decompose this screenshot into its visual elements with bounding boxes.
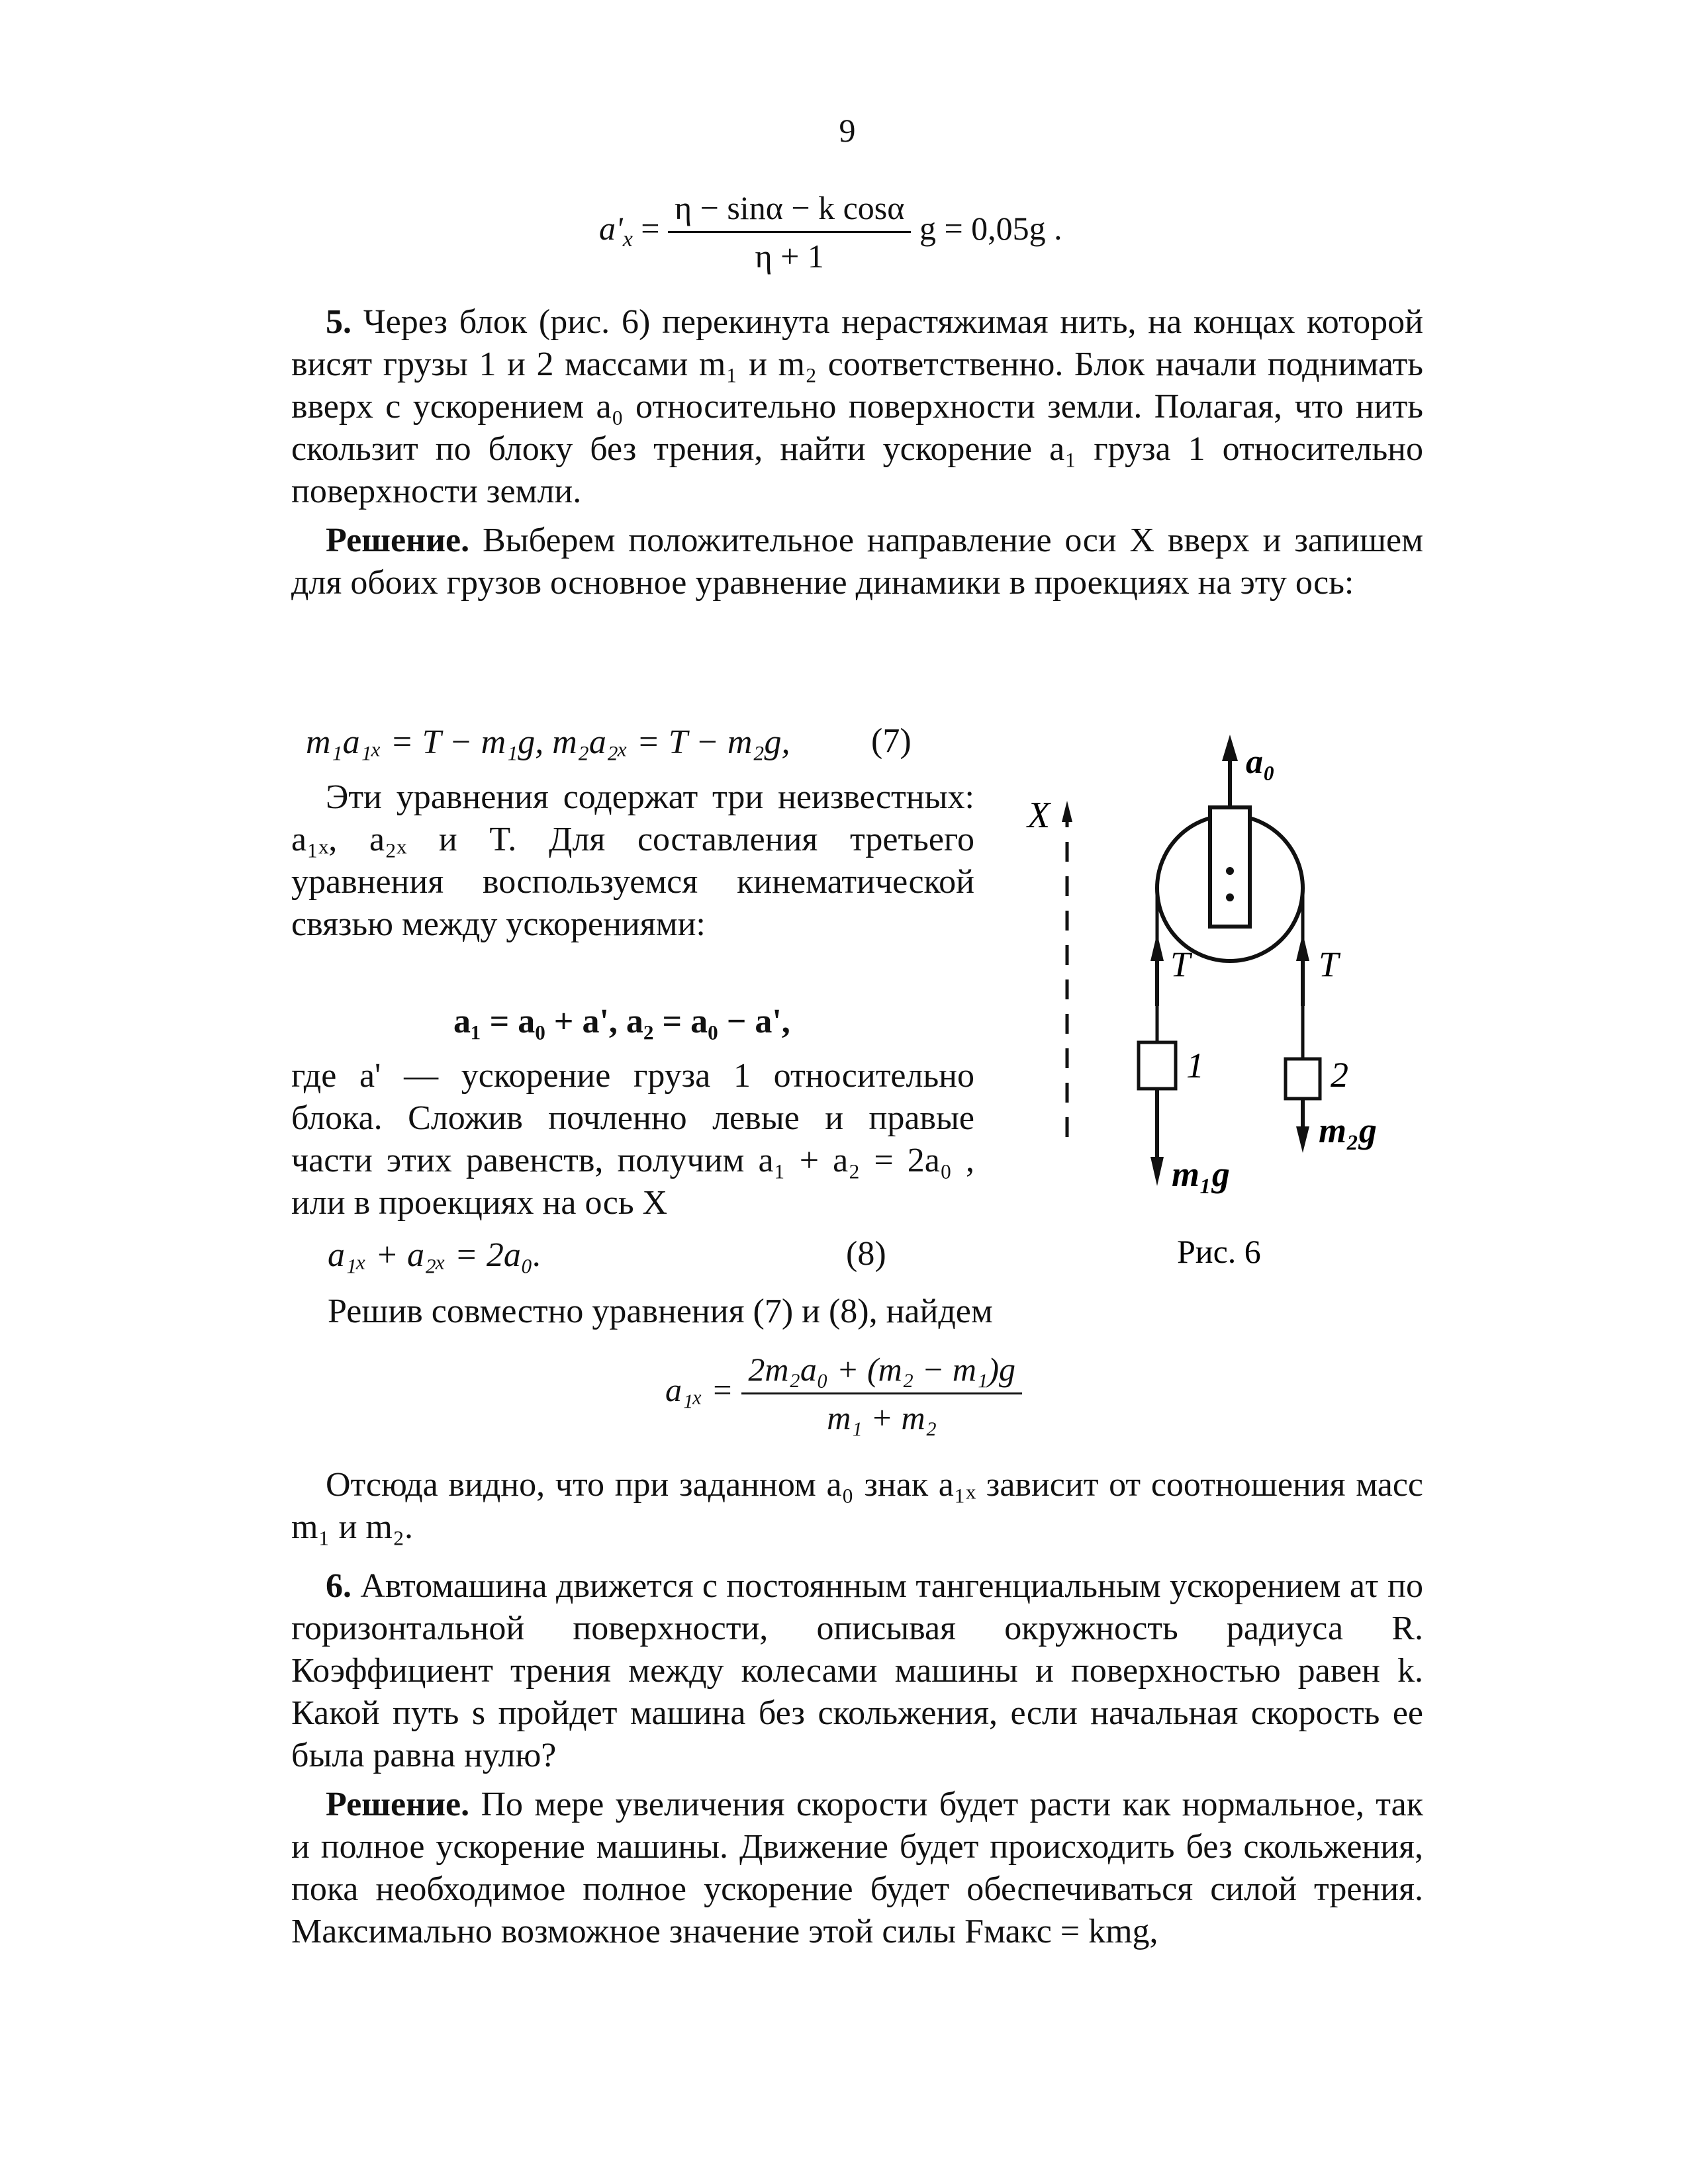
formula-top-denominator: η + 1: [755, 238, 824, 275]
solution-6: [291, 1784, 1423, 1953]
load-1: [1139, 1042, 1176, 1089]
load-2: [1286, 1059, 1320, 1099]
figure-6-caption: Рис. 6: [1177, 1233, 1261, 1270]
x-axis-arrow: [1062, 801, 1072, 822]
load-1-label: 1: [1186, 1046, 1204, 1085]
result-denominator: m₁ + m₂: [827, 1399, 937, 1436]
solution-5-label: Решение.: [326, 522, 470, 559]
solution-6-text: По мере увеличения скорости будет расти как нормальное, так и полное ускорение машины. Движение будет происходить без скольжения, пока необходимое полное ускорение будет обеспечиваться силой трения. Максимально возможное значение этой силы Fмакс = kmg,: [291, 1786, 1423, 1950]
solution-5-para-2: [291, 1055, 974, 1224]
solution-5-para-1-text: Эти уравнения содержат три неизвестных: a₁ₓ, a₂ₓ и T. Для составления третьего уравнения воспользуемся кинематической связью между ускорениями:: [291, 778, 974, 943]
formula-top-lhs-sub: x: [622, 226, 633, 251]
figure-6: [1013, 715, 1423, 1284]
formula-top-fraction: [668, 189, 911, 275]
result-numerator: 2m₂a₀ + (m₂ − m₁)g: [741, 1350, 1022, 1394]
gravity-2-head: [1296, 1126, 1309, 1153]
equation-8-number: (8): [846, 1235, 886, 1273]
solution-6-label: Решение.: [326, 1786, 470, 1823]
problem-5-number: 5.: [326, 303, 352, 341]
solution-5-para-2-text: где a' — ускорение груза 1 относительно блока. Сложив почленно левые и правые части этих равенств, получим a₁ + a₂ = 2a₀ , или в проекциях на ось X: [291, 1057, 974, 1222]
formula-top-lhs: a': [599, 209, 623, 247]
result-formula: [665, 1350, 1022, 1437]
solution-5-conclusion: [291, 1464, 1423, 1549]
gravity-2-label: m₂g: [1319, 1111, 1377, 1150]
a0-arrow-head: [1222, 735, 1238, 761]
tension-left-head: [1150, 933, 1164, 961]
load-2-label: 2: [1331, 1055, 1348, 1095]
formula-top-numerator: η − sinα − k cosα: [668, 189, 911, 233]
problem-5: [291, 301, 1423, 513]
solution-5-intro-text: Выберем положительное направление оси X вверх и запишем для обоих грузов основное уравнение динамики в проекциях на эту ось:: [291, 522, 1423, 602]
problem-6-number: 6.: [326, 1567, 352, 1605]
equation-8: [328, 1234, 541, 1277]
formula-top-rhs: g = 0,05g .: [919, 209, 1062, 247]
x-axis-label: X: [1027, 795, 1051, 836]
vector-equation: a₁ = a₀ + a', a₂ = a₀ − a',: [453, 1003, 790, 1040]
pulley-axle-bottom: [1226, 893, 1234, 901]
a0-label: a₀: [1246, 743, 1276, 781]
problem-6-text: Автомашина движется с постоянным тангенциальным ускорением aτ по горизонтальной поверхности, описывая окружность радиуса R. Коэффициент трения между колесами машины и поверхностью равен k. Какой путь s пройдет машина без скольжения, если начальная скорость ее была равна нулю?: [291, 1567, 1423, 1774]
equation-7-text: m₁a₁ₓ = T − m₁g, m₂a₂ₓ = T − m₂g,: [306, 723, 790, 761]
equation-7: [306, 721, 790, 764]
result-fraction: [741, 1350, 1022, 1437]
solution-5-conclusion-text: Отсюда видно, что при заданном a₀ знак a₁ₓ зависит от соотношения масс m₁ и m₂.: [291, 1466, 1423, 1546]
solve-line: Решив совместно уравнения (7) и (8), найдем: [328, 1293, 993, 1330]
solution-5-para-1: [291, 776, 974, 946]
formula-top: $a'_x$ = $\frac{\text{η − sinα − k cosα}}{\eta + 1}$ g = 0,05g .: [599, 189, 1062, 275]
equation-8-text: a₁ₓ + a₂ₓ = 2a₀.: [328, 1236, 541, 1274]
tension-left-label: T: [1170, 944, 1191, 984]
solution-5-intro: [291, 520, 1423, 604]
tension-right-label: T: [1319, 944, 1339, 984]
problem-6: [291, 1565, 1423, 1777]
equation-7-number: (7): [871, 722, 912, 760]
problem-5-text: Через блок (рис. 6) перекинута нерастяжимая нить, на концах которой висят грузы 1 и 2 массами m₁ и m₂ соответственно. Блок начали поднимать вверх с ускорением a₀ относительно поверхности земли. Полагая, что нить скользит по блоку без трения, найти ускорение a₁ груза 1 относительно поверхности земли.: [291, 303, 1423, 510]
result-lhs: a₁ₓ =: [665, 1371, 733, 1408]
tension-right-head: [1296, 933, 1309, 961]
gravity-1-head: [1150, 1157, 1164, 1186]
gravity-1-label: m₁g: [1172, 1154, 1230, 1194]
page-number: 9: [839, 112, 856, 149]
pulley-axle-top: [1226, 867, 1234, 875]
